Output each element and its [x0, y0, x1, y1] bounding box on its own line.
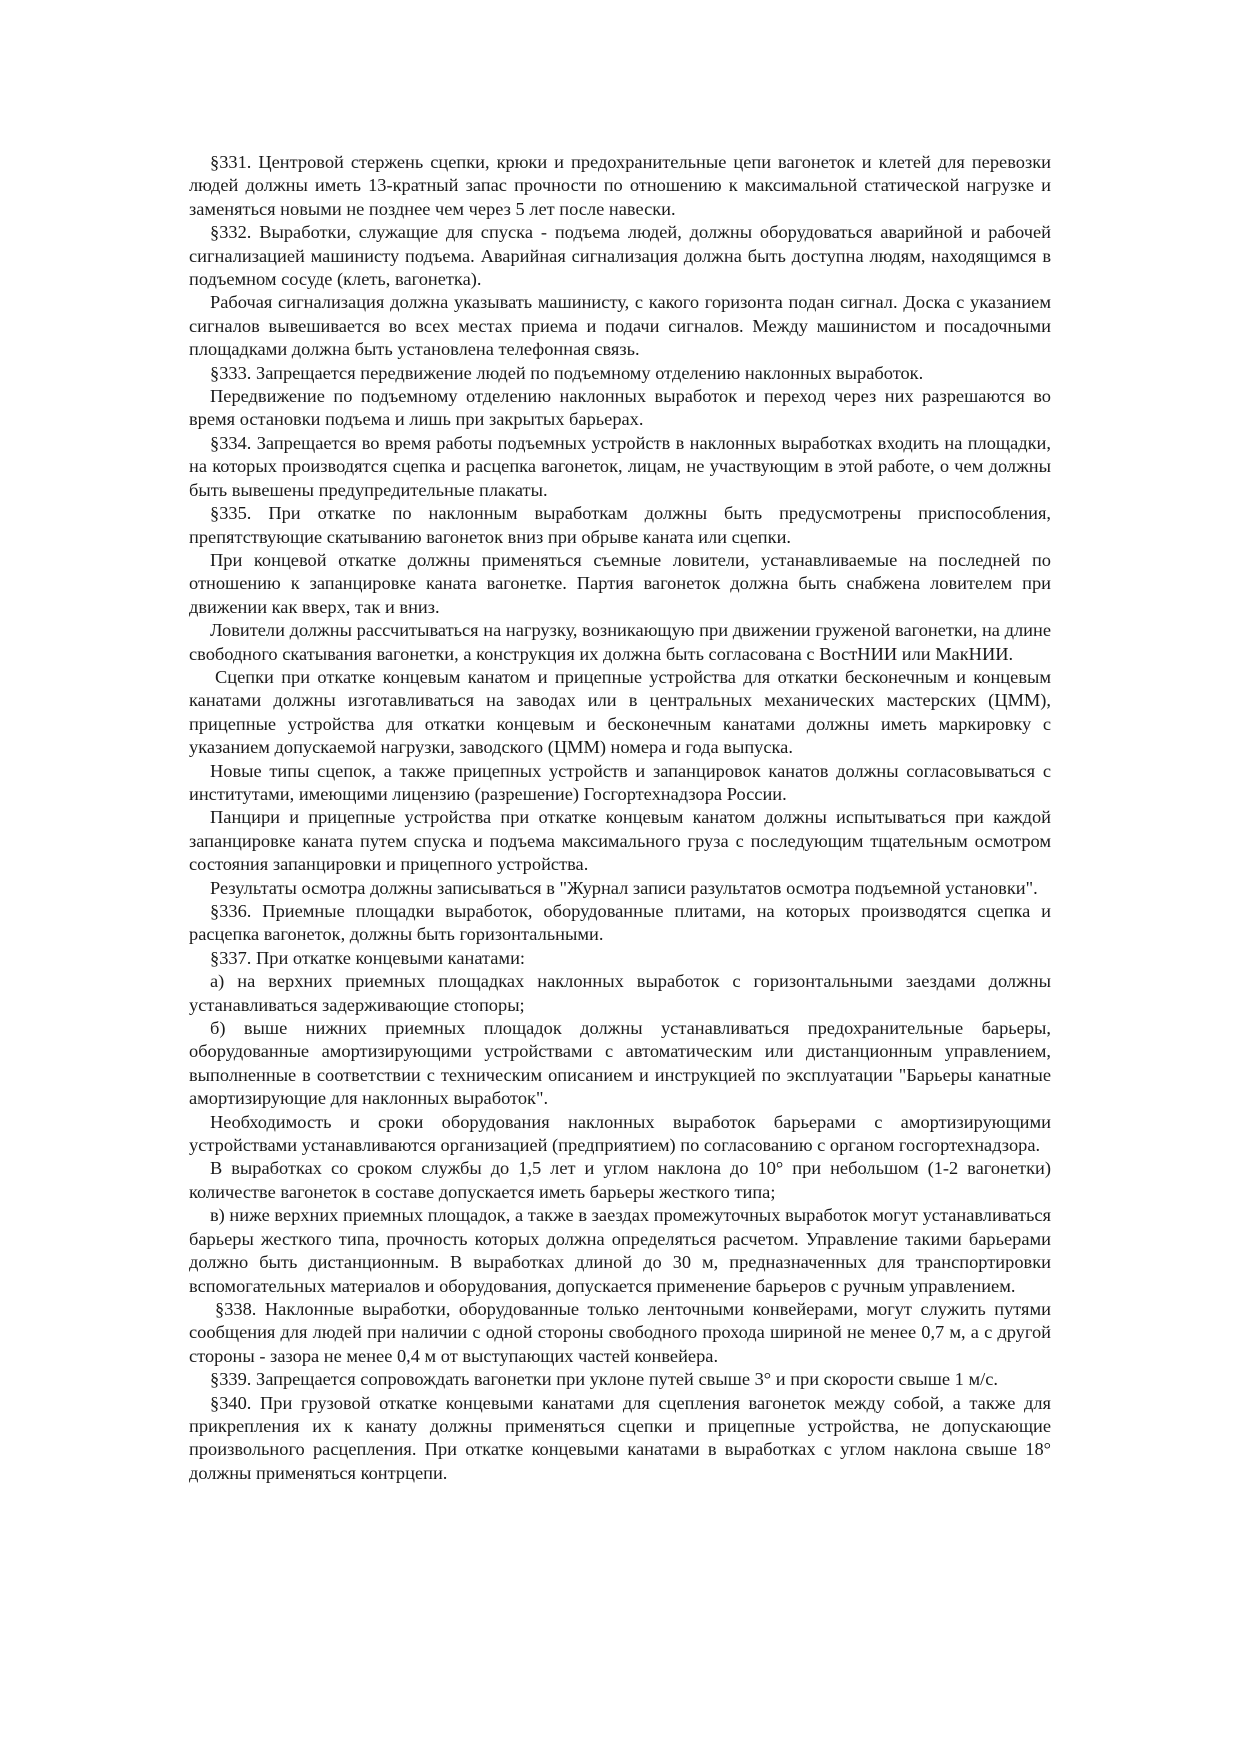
document-body: [189, 151, 1051, 1485]
paragraph-337-rigid-barriers: В выработках со сроком службы до 1,5 лет и углом наклона до 10° при небольшом (1-2 вагонетки) количестве вагонеток в составе допускается иметь барьеры жесткого типа;: [189, 1158, 1051, 1202]
paragraph-337: §337. При откатке концевыми канатами:: [210, 947, 526, 968]
paragraph-337-v: в) ниже верхних приемных площадок, а также в заездах промежуточных выработок могут устанавливаться барьеры жесткого типа, прочность которых должна определяться расчетом. Управление такими барьерами должно быть дистанционным. В выработках длиной до 30 м, предназначенных для транспортировки вспомогательных материалов и оборудования, допускается применение барьеров с ручным управлением.: [189, 1205, 1051, 1296]
paragraph-336: §336. Приемные площадки выработок, оборудованные плитами, на которых производятся сцепка и расцепка вагонеток, должны быть горизонтальными.: [189, 901, 1051, 945]
paragraph-333: §333. Запрещается передвижение людей по подъемному отделению наклонных выработок.: [210, 362, 924, 383]
paragraph-335-catchers: При концевой откатке должны применяться съемные ловители, устанавливаемые на последней по отношению к запанцировке каната вагонетке. Партия вагонеток должна быть снабжена ловителем при движении как вверх, так и вниз.: [189, 549, 1051, 617]
paragraph-335-couplings: Сцепки при откатке концевым канатом и прицепные устройства для откатки бесконечным и концевым канатами должны изготавливаться на заводах или в центральных механических мастерских (ЦММ), прицепные устройства для откатки концевым и бесконечным канатами должны иметь маркировку с указанием допускаемой нагрузки, заводского (ЦММ) номера и года выпуска.: [189, 666, 1051, 758]
paragraph-335: §335. При откатке по наклонным выработкам должны быть предусмотрены приспособления, препятствующие скатыванию вагонеток вниз при обрыве каната или сцепки.: [189, 503, 1051, 547]
paragraph-337-a: а) на верхних приемных площадках наклонных выработок с горизонтальными заездами должны устанавливаться задерживающие стопоры;: [189, 971, 1051, 1015]
paragraph-335-new-types: Новые типы сцепок, а также прицепных устройств и запанцировок канатов должны согласовываться с институтами, имеющими лицензию (разрешение) Госгортехнадзора России.: [189, 760, 1051, 804]
paragraph-335-journal: Результаты осмотра должны записываться в "Журнал записи разультатов осмотра подъемной установки".: [210, 877, 1038, 898]
paragraph-337-b: б) выше нижних приемных площадок должны устанавливаться предохранительные барьеры, оборудованные амортизирующими устройствами с автоматическим или дистанционным управлением, выполненные в соответствии с техническим описанием и инструкцией по эксплуатации "Барьеры канатные амортизирующие для наклонных выработок".: [189, 1018, 1051, 1109]
paragraph-334: §334. Запрещается во время работы подъемных устройств в наклонных выработках входить на площадки, на которых производятся сцепка и расцепка вагонеток, лицам, не участвующим в этой работе, о чем должны быть вывешены предупредительные плакаты.: [189, 432, 1051, 500]
paragraph-335-catcher-calc: Ловители должны рассчитываться на нагрузку, возникающую при движении груженой вагонетки, на длине свободного скатывания вагонетки, а конструкция их должна быть согласована с ВостНИИ или МакНИИ.: [189, 620, 1051, 664]
paragraph-331: §331. Центровой стержень сцепки, крюки и предохранительные цепи вагонеток и клетей для перевозки людей должны иметь 13-кратный запас прочности по отношению к максимальной статической нагрузке и заменяться новыми не позднее чем через 5 лет после навески.: [189, 152, 1051, 219]
paragraph-332: §332. Выработки, служащие для спуска - подъема людей, должны оборудоваться аварийной и рабочей сигнализацией машинисту подъема. Аварийная сигнализация должна быть доступна людям, находящимся в подъемном сосуде (клеть, вагонетка).: [189, 222, 1051, 290]
paragraph-340: §340. При грузовой откатке концевыми канатами для сцепления вагонеток между собой, а также для прикрепления их к канату должны применяться сцепки и прицепные устройства, не допускающие произвольного расцепления. При откатке концевыми канатами в выработках с углом наклона свыше 18° должны применяться контрцепи.: [189, 1392, 1051, 1483]
paragraph-338: §338. Наклонные выработки, оборудованные только ленточными конвейерами, могут служить путями сообщения для людей при наличии с одной стороны свободного прохода шириной не менее 0,7 м, а с другой стороны - зазора не менее 0,4 м от выступающих частей конвейера.: [189, 1298, 1051, 1366]
paragraph-333-movement: Передвижение по подъемному отделению наклонных выработок и переход через них разрешаются во время остановки подъема и лишь при закрытых барьерах.: [189, 386, 1051, 430]
paragraph-339: §339. Запрещается сопровождать вагонетки при уклоне путей свыше 3° и при скорости свыше 1 м/с.: [210, 1369, 998, 1390]
paragraph-337-necessity: Необходимость и сроки оборудования наклонных выработок барьерами с амортизирующими устройствами устанавливаются организацией (предприятием) по согласованию с органом госгортехнадзора.: [189, 1111, 1051, 1156]
paragraph-335-testing: Панцири и прицепные устройства при откатке концевым канатом должны испытываться при каждой запанцировке каната путем спуска и подъема максимального груза с последующим тщательным осмотром состояния запанцировки и прицепного устройства.: [189, 807, 1051, 875]
paragraph-332-signaling: Рабочая сигнализация должна указывать машинисту, с какого горизонта подан сигнал. Доска с указанием сигналов вывешивается во всех местах приема и подачи сигналов. Между машинистом и посадочными площадками должна быть установлена телефонная связь.: [189, 292, 1051, 360]
